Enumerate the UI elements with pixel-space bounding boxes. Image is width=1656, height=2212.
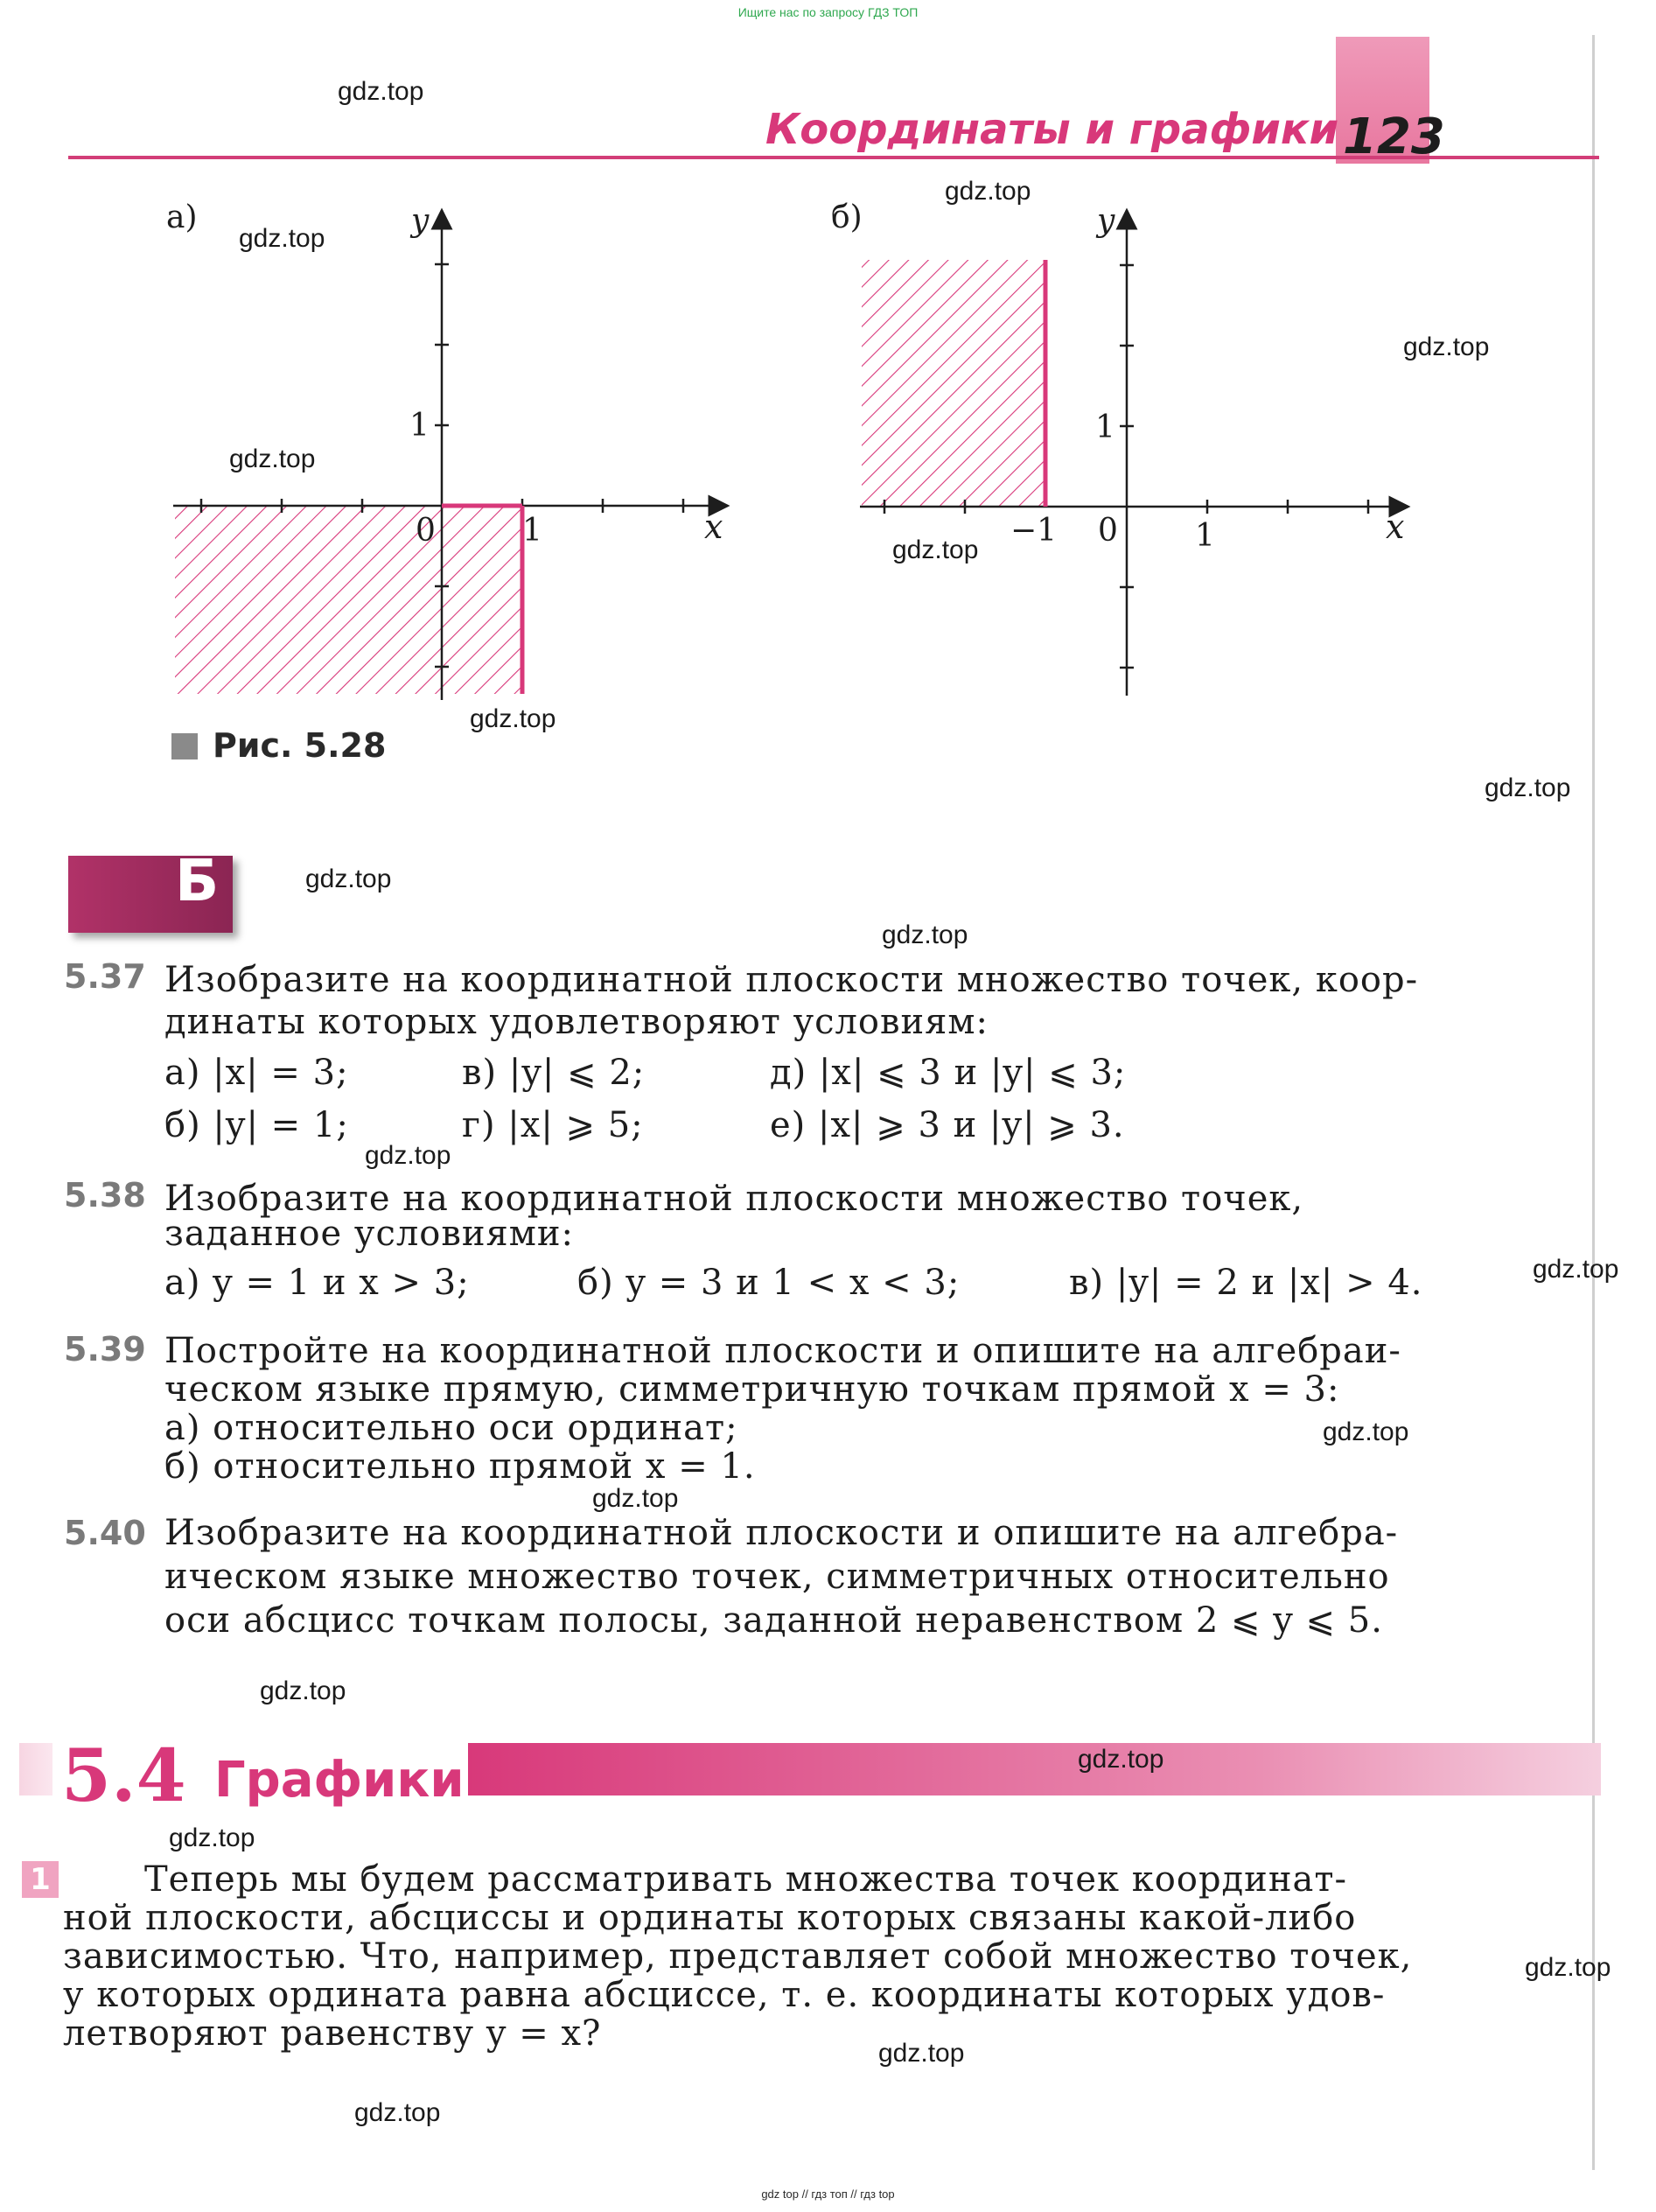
exercise-item: в) |y| ⩽ 2;	[462, 1053, 646, 1093]
exercise-item: а) y = 1 и x > 3;	[164, 1263, 470, 1303]
exercise-text-line: заданное условиями:	[164, 1214, 575, 1254]
exercise-number: 5.38	[64, 1176, 146, 1214]
watermark: gdz.top	[1078, 1745, 1164, 1774]
exercise-item: б) y = 3 и 1 < x < 3;	[577, 1263, 961, 1303]
exercise-text-line: Изобразите на координатной плоскости множество точек, коор-	[164, 960, 1419, 1000]
section-left-stripe	[19, 1743, 52, 1796]
watermark: gdz.top	[365, 1141, 451, 1170]
exercise-item: г) |x| ⩾ 5;	[462, 1105, 644, 1145]
exercise-text-line: Постройте на координатной плоскости и опишите на алгебраи-	[164, 1331, 1401, 1371]
exercise-text-line: а) относительно оси ординат;	[164, 1408, 738, 1448]
exercise-text-line: оси абсцисс точкам полосы, заданной неравенством 2 ⩽ y ⩽ 5.	[164, 1600, 1383, 1641]
figure-panel-b	[860, 210, 1408, 696]
section-number: 5.4	[61, 1734, 186, 1818]
figure-5-28	[0, 0, 1656, 788]
watermark: gdz.top	[169, 1824, 255, 1852]
watermark: gdz.top	[229, 444, 316, 473]
panel-a-x-label: x	[704, 508, 723, 546]
panel-b-x-tick-label: 1	[1195, 518, 1215, 554]
shaded-region-b	[862, 260, 1045, 507]
panel-a-y-label: y	[411, 203, 430, 239]
caption-square	[171, 733, 198, 760]
paragraph-line: ной плоскости, абсциссы и ординаты которых связаны какой-либо	[63, 1898, 1357, 1938]
exercise-text-line: Изобразите на координатной плоскости множество точек,	[164, 1179, 1304, 1219]
watermark: gdz.top	[1323, 1418, 1409, 1446]
watermark: gdz.top	[882, 920, 968, 949]
exercise-text-line: ческом языке прямую, симметричную точкам прямой x = 3:	[164, 1369, 1340, 1410]
exercise-item: д) |x| ⩽ 3 и |y| ⩽ 3;	[770, 1053, 1127, 1093]
exercise-text-line: б) относительно прямой x = 1.	[164, 1446, 756, 1487]
watermark: gdz.top	[1485, 774, 1571, 802]
panel-b-y-tick-label: 1	[1095, 410, 1115, 445]
chapter-header-title: Координаты и графики	[765, 105, 1339, 154]
exercise-item: б) |y| = 1;	[164, 1105, 349, 1145]
panel-a-origin-label: 0	[416, 513, 436, 549]
paragraph-line: Теперь мы будем рассматривать множества точек координат-	[144, 1859, 1347, 1900]
panel-b-y-label: y	[1097, 203, 1115, 239]
exercise-item: в) |y| = 2 и |x| > 4.	[1069, 1263, 1423, 1303]
shaded-region-a	[175, 506, 521, 694]
figure-caption: Рис. 5.28	[213, 726, 387, 765]
bottom-note: gdz top // гдз топ // гдз top	[761, 2188, 895, 2201]
exercise-text-line: ическом языке множество точек, симметричных относительно	[164, 1557, 1390, 1597]
paragraph-line: зависимостью. Что, например, представляет собой множество точек,	[63, 1936, 1413, 1977]
panel-b-letter: б)	[831, 200, 863, 235]
panel-b-x-label: x	[1386, 508, 1405, 546]
section-banner-band	[468, 1743, 1601, 1796]
watermark: gdz.top	[1403, 332, 1490, 361]
panel-a-letter: а)	[166, 200, 198, 235]
panel-a-y-tick-label: 1	[409, 408, 430, 444]
watermark: gdz.top	[470, 704, 556, 733]
exercise-number: 5.39	[64, 1330, 146, 1368]
paragraph-line: летворяют равенству y = x?	[63, 2013, 602, 2054]
panel-a-x-tick-label: 1	[522, 513, 542, 549]
watermark: gdz.top	[878, 2039, 965, 2068]
panel-b-origin-label: 0	[1098, 513, 1118, 549]
top-note: Ищите нас по запросу ГДЗ ТОП	[737, 5, 919, 19]
panel-b-x-tick-neg-label: −1	[1010, 513, 1058, 549]
page-number: 123	[1343, 108, 1445, 165]
paragraph-badge: 1	[22, 1861, 59, 1898]
watermark: gdz.top	[945, 177, 1031, 206]
watermark: gdz.top	[239, 224, 325, 253]
watermark: gdz.top	[338, 77, 424, 106]
exercise-item: а) |x| = 3;	[164, 1053, 349, 1093]
watermark: gdz.top	[1533, 1255, 1619, 1284]
level-b-letter: Б	[175, 847, 220, 914]
paragraph-line: у которых ордината равна абсциссе, т. е. координаты которых удов-	[63, 1975, 1386, 2015]
watermark: gdz.top	[305, 864, 392, 893]
watermark: gdz.top	[354, 2098, 441, 2127]
watermark: gdz.top	[592, 1484, 679, 1513]
watermark: gdz.top	[260, 1676, 346, 1705]
exercise-item: е) |x| ⩾ 3 и |y| ⩾ 3.	[770, 1105, 1125, 1145]
exercise-number: 5.40	[64, 1514, 146, 1552]
exercise-text-line: динаты которых удовлетворяют условиям:	[164, 1002, 989, 1042]
section-title: Графики	[214, 1752, 465, 1809]
watermark: gdz.top	[892, 536, 979, 564]
watermark: gdz.top	[1525, 1953, 1611, 1982]
exercise-text-line: Изобразите на координатной плоскости и опишите на алгебра-	[164, 1513, 1399, 1553]
exercise-number: 5.37	[64, 957, 146, 996]
